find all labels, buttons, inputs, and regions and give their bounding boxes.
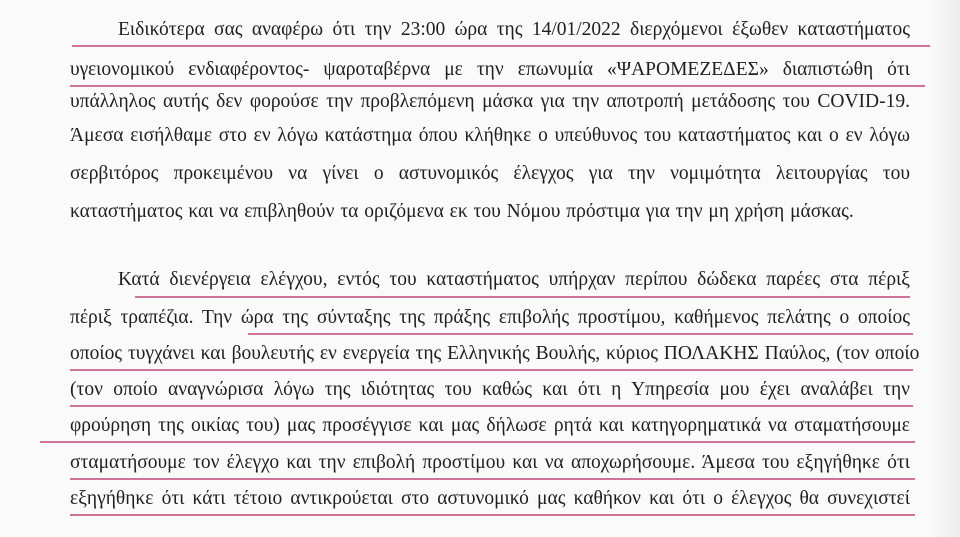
highlight-rule: [72, 45, 942, 47]
highlight-rule: [70, 514, 915, 516]
highlight-rule: [70, 478, 915, 480]
paragraph-2-line-3: οποίος τυγχάνει και βουλευτής εν ενεργεία της Ελληνικής Βουλής, κύριος ΠΟΛΑΚΗΣ Παύλος, (τον οποίο: [70, 343, 920, 364]
paragraph-1-line-2: υγειονομικού ενδιαφέροντος- ψαροταβέρνα με την επωνυμία «ΨΑΡΟΜΕΖΕΔΕΣ» διαπιστώθη ότι: [70, 59, 910, 80]
paragraph-2-line-2: πέριξ τραπέζια. Την ώρα της σύνταξης της πράξης επιβολής προστίμου, καθήμενος πελάτης ο οποίος: [70, 307, 910, 328]
paragraph-2-line-1: Κατά διενέργεια ελέγχου, εντός του καταστήματος υπήρχαν περίπου δώδεκα παρέες στα πέριξ: [118, 269, 910, 290]
highlight-rule: [248, 333, 913, 335]
paragraph-2-line-6: σταματήσουμε τον έλεγχο και την επιβολή προστίμου και να αποχωρήσουμε. Άμεσα του εξηγήθηκε ότι: [70, 452, 910, 473]
highlight-rule: [70, 405, 913, 407]
paragraph-1-line-4: Άμεσα εισήλθαμε στο εν λόγω κατάστημα όπου κλήθηκε ο υπεύθυνος του καταστήματος και ο εν λόγω: [70, 125, 910, 146]
paragraph-1-line-5: σερβιτόρος προκειμένου να γίνει ο αστυνομικός έλεγχος για την νομιμότητα λειτουργίας του: [70, 163, 910, 184]
highlight-rule: [70, 85, 925, 87]
highlight-rule: [70, 369, 913, 371]
paragraph-2-line-4: (τον οποίο αναγνώρισα λόγω της ιδιότητας του καθώς και ότι η Υπηρεσία μου έχει αναλάβει την: [70, 379, 910, 400]
paragraph-1-line-6: καταστήματος και να επιβληθούν τα οριζόμενα εκ του Νόμου πρόστιμα για την μη χρήση μάσκας.: [70, 201, 854, 222]
page-edge-shadow: [930, 0, 960, 537]
highlight-rule: [135, 296, 910, 298]
highlight-rule: [40, 441, 915, 443]
paragraph-2-line-5: φρούρηση της οικίας του) μας προσέγγισε και μας δήλωσε ρητά και κατηγορηματικά να σταματήσουμε: [70, 415, 910, 436]
paragraph-1-line-1: Ειδικότερα σας αναφέρω ότι την 23:00 ώρα της 14/01/2022 διερχόμενοι έξωθεν καταστήματος: [118, 19, 910, 40]
paragraph-1-line-3: υπάλληλος αυτής δεν φορούσε την προβλεπόμενη μάσκα για την αποτροπή μετάδοσης του COVID-19.: [70, 91, 910, 112]
paragraph-2-line-7: εξηγήθηκε ότι κάτι τέτοιο αντικρούεται στο αστυνομικό μας καθήκον και ότι ο έλεγχος θα συνεχιστεί: [70, 488, 910, 509]
